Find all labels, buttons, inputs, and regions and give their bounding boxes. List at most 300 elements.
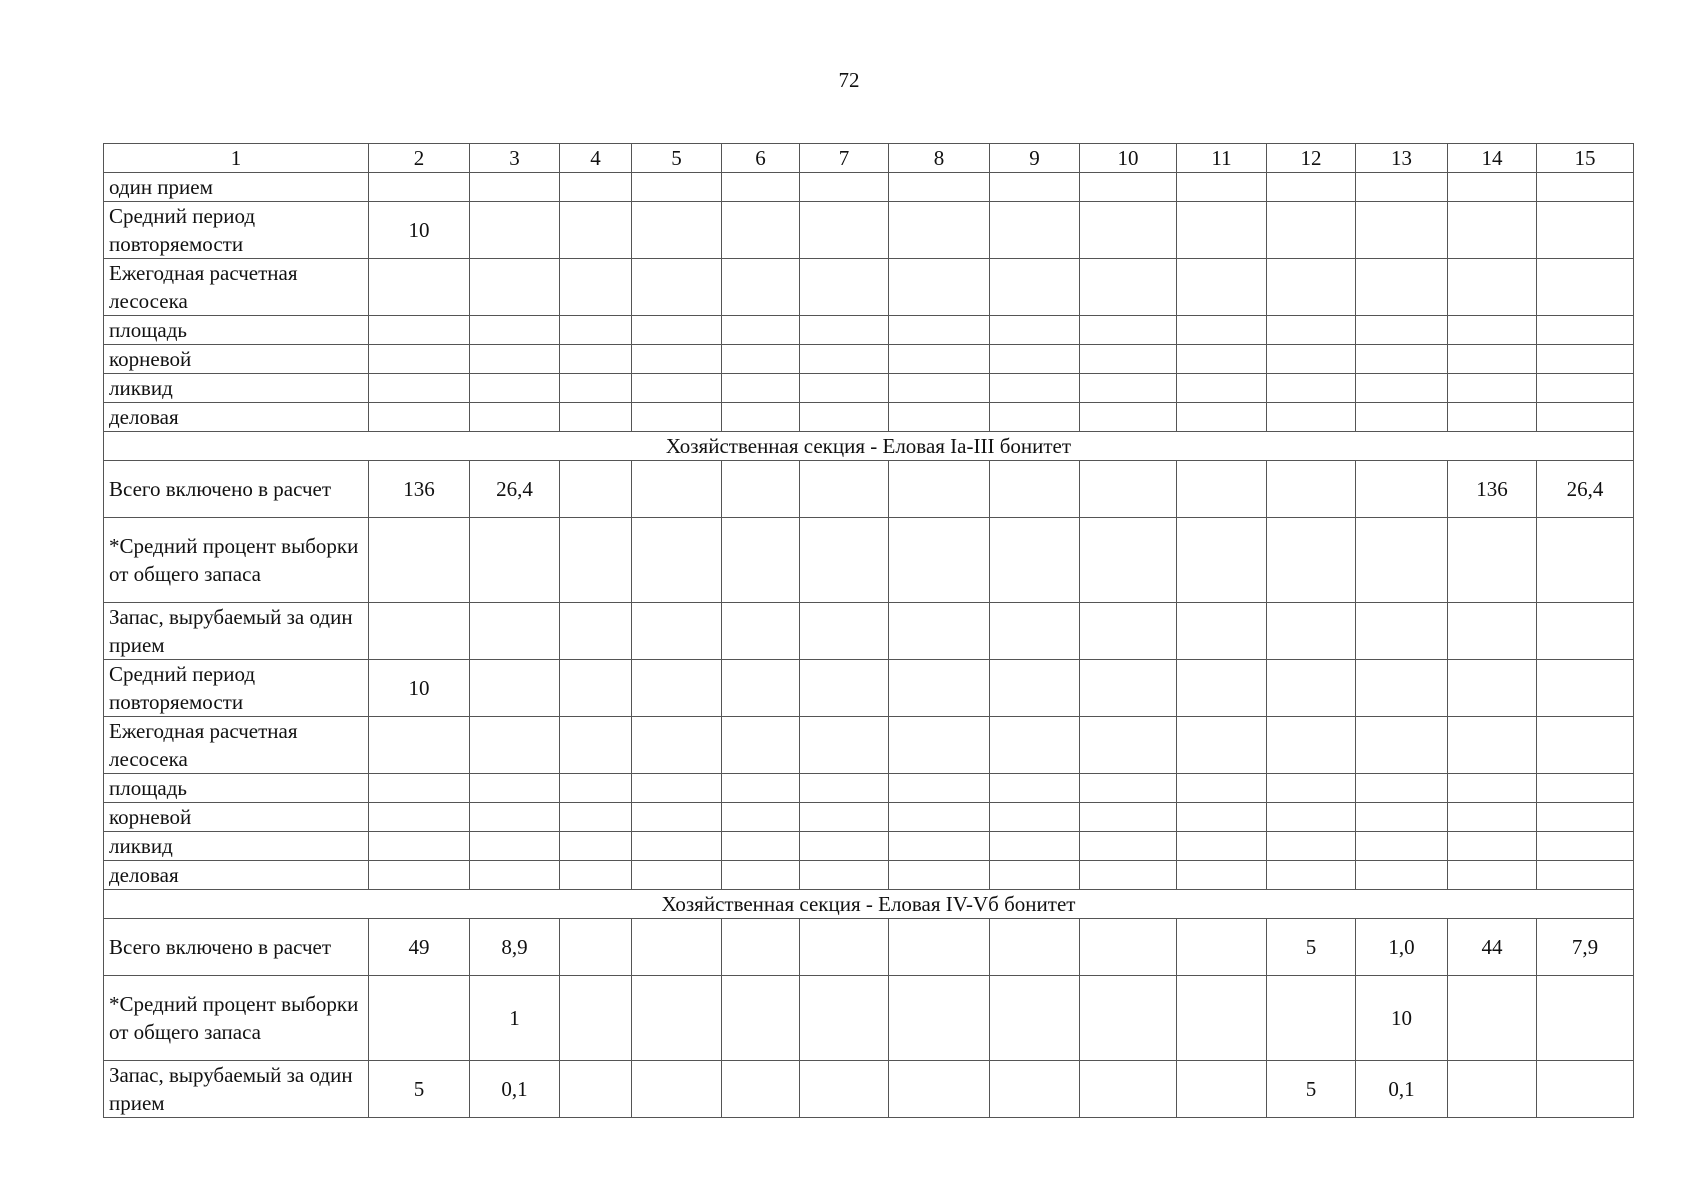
table-cell-col-5 [632, 518, 722, 603]
table-cell-col-4 [560, 518, 632, 603]
table-cell-col-13 [1356, 461, 1448, 518]
row-label: один прием [104, 173, 369, 202]
table-row [104, 518, 1634, 603]
table-cell-col-5 [632, 1061, 722, 1118]
table-cell-col-6 [722, 976, 800, 1061]
table-cell-col-6 [722, 173, 800, 202]
data-table [103, 143, 1634, 1118]
table-cell-col-7 [800, 919, 889, 976]
table-cell-col-5 [632, 976, 722, 1061]
table-cell-col-15 [1537, 316, 1634, 345]
table-cell-col-15 [1537, 660, 1634, 717]
table-cell-col-4 [560, 345, 632, 374]
table-cell-col-12 [1267, 518, 1356, 603]
table-row [104, 403, 1634, 432]
table-cell-col-8 [889, 403, 990, 432]
table-cell-col-11 [1177, 316, 1267, 345]
table-cell-col-9 [990, 774, 1080, 803]
table-cell-col-12 [1267, 660, 1356, 717]
table-cell-col-4 [560, 603, 632, 660]
table-cell-col-6 [722, 461, 800, 518]
table-cell-col-10 [1080, 202, 1177, 259]
table-cell-col-9 [990, 660, 1080, 717]
table-cell-col-4 [560, 374, 632, 403]
table-cell-col-10 [1080, 803, 1177, 832]
table-row [104, 976, 1634, 1061]
table-cell-col-15 [1537, 403, 1634, 432]
table-cell-col-9 [990, 861, 1080, 890]
column-header-2: 2 [369, 144, 470, 173]
table-cell-col-15 [1537, 717, 1634, 774]
table-cell-col-4 [560, 774, 632, 803]
table-cell-col-3 [470, 345, 560, 374]
table-cell-col-11 [1177, 717, 1267, 774]
table-cell-col-13 [1356, 374, 1448, 403]
table-cell-col-6 [722, 919, 800, 976]
table-cell-col-5 [632, 660, 722, 717]
table-cell-col-5 [632, 717, 722, 774]
table-cell-col-3 [470, 660, 560, 717]
table-cell-col-7 [800, 861, 889, 890]
column-header-11: 11 [1177, 144, 1267, 173]
table-cell-col-11 [1177, 345, 1267, 374]
table-cell-col-14 [1448, 717, 1537, 774]
table-cell-col-15: 7,9 [1537, 919, 1634, 976]
table-cell-col-12 [1267, 173, 1356, 202]
table-cell-col-11 [1177, 461, 1267, 518]
column-header-1: 1 [104, 144, 369, 173]
table-cell-col-3 [470, 202, 560, 259]
table-cell-col-10 [1080, 774, 1177, 803]
section-title: Хозяйственная секция - Еловая Ia-III бонитет [104, 432, 1634, 461]
table-cell-col-14 [1448, 518, 1537, 603]
table-cell-col-14 [1448, 774, 1537, 803]
section-title: Хозяйственная секция - Еловая IV-Vб бонитет [104, 890, 1634, 919]
row-label: площадь [104, 316, 369, 345]
table-cell-col-6 [722, 403, 800, 432]
table-cell-col-8 [889, 976, 990, 1061]
table-cell-col-10 [1080, 832, 1177, 861]
table-cell-col-13 [1356, 173, 1448, 202]
column-header-5: 5 [632, 144, 722, 173]
table-cell-col-11 [1177, 202, 1267, 259]
table-cell-col-14 [1448, 976, 1537, 1061]
table-cell-col-4 [560, 1061, 632, 1118]
table-cell-col-2 [369, 518, 470, 603]
table-cell-col-12 [1267, 717, 1356, 774]
table-cell-col-2 [369, 374, 470, 403]
table-cell-col-8 [889, 919, 990, 976]
table-cell-col-15 [1537, 861, 1634, 890]
table-cell-col-2 [369, 832, 470, 861]
table-cell-col-11 [1177, 603, 1267, 660]
table-cell-col-5 [632, 861, 722, 890]
table-cell-col-6 [722, 316, 800, 345]
table-cell-col-3 [470, 259, 560, 316]
table-cell-col-7 [800, 518, 889, 603]
table-cell-col-4 [560, 976, 632, 1061]
table-cell-col-9 [990, 803, 1080, 832]
row-label: корневой [104, 803, 369, 832]
table-cell-col-7 [800, 976, 889, 1061]
table-cell-col-9 [990, 173, 1080, 202]
table-cell-col-10 [1080, 1061, 1177, 1118]
table-cell-col-8 [889, 173, 990, 202]
table-cell-col-13 [1356, 774, 1448, 803]
table-cell-col-7 [800, 603, 889, 660]
table-cell-col-11 [1177, 259, 1267, 316]
table-cell-col-15 [1537, 259, 1634, 316]
column-header-10: 10 [1080, 144, 1177, 173]
table-cell-col-5 [632, 374, 722, 403]
table-cell-col-5 [632, 461, 722, 518]
table-cell-col-6 [722, 518, 800, 603]
column-header-9: 9 [990, 144, 1080, 173]
table-cell-col-2: 136 [369, 461, 470, 518]
table-cell-col-5 [632, 603, 722, 660]
row-label: Всего включено в расчет [104, 919, 369, 976]
table-cell-col-8 [889, 660, 990, 717]
table-cell-col-2 [369, 259, 470, 316]
column-header-3: 3 [470, 144, 560, 173]
table-cell-col-15 [1537, 518, 1634, 603]
table-cell-col-6 [722, 660, 800, 717]
table-cell-col-5 [632, 803, 722, 832]
table-cell-col-11 [1177, 803, 1267, 832]
table-cell-col-2: 5 [369, 1061, 470, 1118]
table-cell-col-8 [889, 803, 990, 832]
table-cell-col-13 [1356, 660, 1448, 717]
page-number: 72 [838, 68, 860, 92]
table-cell-col-13 [1356, 259, 1448, 316]
table-cell-col-15 [1537, 603, 1634, 660]
table-cell-col-6 [722, 861, 800, 890]
table-cell-col-13 [1356, 803, 1448, 832]
table-cell-col-14 [1448, 660, 1537, 717]
row-label: Средний период повторяемости [104, 660, 369, 717]
table-cell-col-14 [1448, 316, 1537, 345]
table-cell-col-8 [889, 345, 990, 374]
table-cell-col-13: 0,1 [1356, 1061, 1448, 1118]
table-row [104, 861, 1634, 890]
table-cell-col-10 [1080, 403, 1177, 432]
table-cell-col-8 [889, 1061, 990, 1118]
table-cell-col-6 [722, 345, 800, 374]
table-cell-col-9 [990, 717, 1080, 774]
table-cell-col-14 [1448, 374, 1537, 403]
table-cell-col-14 [1448, 1061, 1537, 1118]
table-cell-col-2 [369, 345, 470, 374]
table-cell-col-9 [990, 603, 1080, 660]
table-cell-col-4 [560, 660, 632, 717]
column-header-8: 8 [889, 144, 990, 173]
table-row [104, 660, 1634, 717]
table-cell-col-8 [889, 861, 990, 890]
table-cell-col-10 [1080, 603, 1177, 660]
table-cell-col-6 [722, 832, 800, 861]
table-cell-col-5 [632, 403, 722, 432]
table-cell-col-14: 136 [1448, 461, 1537, 518]
row-label: Средний период повторяемости [104, 202, 369, 259]
table-cell-col-3: 0,1 [470, 1061, 560, 1118]
table-cell-col-7 [800, 832, 889, 861]
table-cell-col-3 [470, 861, 560, 890]
table-cell-col-12 [1267, 832, 1356, 861]
table-cell-col-14 [1448, 861, 1537, 890]
table-cell-col-8 [889, 202, 990, 259]
row-label: ликвид [104, 832, 369, 861]
table-cell-col-3 [470, 717, 560, 774]
table-cell-col-15 [1537, 976, 1634, 1061]
row-label: корневой [104, 345, 369, 374]
table-cell-col-13 [1356, 316, 1448, 345]
table-row [104, 461, 1634, 518]
table-cell-col-9 [990, 1061, 1080, 1118]
table-cell-col-9 [990, 374, 1080, 403]
table-cell-col-3 [470, 832, 560, 861]
table-cell-col-11 [1177, 518, 1267, 603]
table-cell-col-15 [1537, 374, 1634, 403]
table-cell-col-3: 8,9 [470, 919, 560, 976]
table-cell-col-7 [800, 717, 889, 774]
table-cell-col-15 [1537, 202, 1634, 259]
table-row [104, 603, 1634, 660]
table-cell-col-8 [889, 316, 990, 345]
table-cell-col-14 [1448, 803, 1537, 832]
table-cell-col-9 [990, 919, 1080, 976]
table-cell-col-4 [560, 259, 632, 316]
table-cell-col-4 [560, 832, 632, 861]
table-cell-col-2 [369, 316, 470, 345]
table-cell-col-2 [369, 603, 470, 660]
table-cell-col-9 [990, 345, 1080, 374]
table-cell-col-9 [990, 832, 1080, 861]
table-cell-col-15: 26,4 [1537, 461, 1634, 518]
table-cell-col-8 [889, 259, 990, 316]
table-cell-col-11 [1177, 919, 1267, 976]
column-header-14: 14 [1448, 144, 1537, 173]
table-cell-col-9 [990, 316, 1080, 345]
table-cell-col-13 [1356, 717, 1448, 774]
table-row [104, 832, 1634, 861]
table-cell-col-4 [560, 461, 632, 518]
table-cell-col-13 [1356, 345, 1448, 374]
row-label: *Средний процент выборки от общего запаса [104, 518, 369, 603]
row-label: деловая [104, 403, 369, 432]
table-cell-col-3 [470, 173, 560, 202]
table-cell-col-14: 44 [1448, 919, 1537, 976]
table-cell-col-15 [1537, 173, 1634, 202]
table-cell-col-2 [369, 861, 470, 890]
table-cell-col-3 [470, 518, 560, 603]
table-cell-col-9 [990, 403, 1080, 432]
table-cell-col-15 [1537, 1061, 1634, 1118]
table-cell-col-15 [1537, 774, 1634, 803]
table-cell-col-11 [1177, 976, 1267, 1061]
table-cell-col-6 [722, 803, 800, 832]
table-cell-col-2 [369, 803, 470, 832]
table-cell-col-3 [470, 603, 560, 660]
table-cell-col-10 [1080, 861, 1177, 890]
table-cell-col-12 [1267, 774, 1356, 803]
table-cell-col-12 [1267, 259, 1356, 316]
table-cell-col-7 [800, 1061, 889, 1118]
table-cell-col-4 [560, 316, 632, 345]
row-label: *Средний процент выборки от общего запаса [104, 976, 369, 1061]
table-cell-col-12 [1267, 461, 1356, 518]
row-label: Ежегодная расчетная лесосека [104, 259, 369, 316]
table-cell-col-6 [722, 202, 800, 259]
table-row [104, 919, 1634, 976]
table-cell-col-5 [632, 919, 722, 976]
column-header-12: 12 [1267, 144, 1356, 173]
table-cell-col-4 [560, 919, 632, 976]
table-cell-col-7 [800, 259, 889, 316]
table-cell-col-2 [369, 774, 470, 803]
table-cell-col-13 [1356, 202, 1448, 259]
table-cell-col-5 [632, 345, 722, 374]
table-row [104, 1061, 1634, 1118]
table-cell-col-5 [632, 832, 722, 861]
table-row [104, 173, 1634, 202]
table-cell-col-13 [1356, 832, 1448, 861]
table-cell-col-12 [1267, 976, 1356, 1061]
table-cell-col-13 [1356, 603, 1448, 660]
table-row [104, 803, 1634, 832]
table-cell-col-8 [889, 603, 990, 660]
column-header-15: 15 [1537, 144, 1634, 173]
row-label: деловая [104, 861, 369, 890]
table-cell-col-10 [1080, 173, 1177, 202]
table-cell-col-13 [1356, 403, 1448, 432]
section-header-row [104, 432, 1634, 461]
table-cell-col-13 [1356, 518, 1448, 603]
table-cell-col-12 [1267, 202, 1356, 259]
row-label: Ежегодная расчетная лесосека [104, 717, 369, 774]
row-label: Запас, вырубаемый за один прием [104, 603, 369, 660]
table-row [104, 374, 1634, 403]
table-cell-col-7 [800, 403, 889, 432]
table-cell-col-11 [1177, 1061, 1267, 1118]
table-cell-col-8 [889, 374, 990, 403]
table-cell-col-2: 49 [369, 919, 470, 976]
table-cell-col-14 [1448, 259, 1537, 316]
table-cell-col-7 [800, 202, 889, 259]
table-cell-col-12: 5 [1267, 919, 1356, 976]
table-cell-col-7 [800, 173, 889, 202]
table-row [104, 202, 1634, 259]
table-cell-col-11 [1177, 403, 1267, 432]
table-cell-col-13: 10 [1356, 976, 1448, 1061]
table-cell-col-7 [800, 660, 889, 717]
row-label: площадь [104, 774, 369, 803]
table-cell-col-10 [1080, 919, 1177, 976]
table-cell-col-4 [560, 173, 632, 202]
table-cell-col-5 [632, 202, 722, 259]
table-cell-col-3: 1 [470, 976, 560, 1061]
table-cell-col-8 [889, 518, 990, 603]
table-cell-col-3: 26,4 [470, 461, 560, 518]
table-cell-col-10 [1080, 259, 1177, 316]
table-cell-col-6 [722, 1061, 800, 1118]
table-cell-col-10 [1080, 374, 1177, 403]
table-cell-col-2: 10 [369, 660, 470, 717]
table-cell-col-7 [800, 374, 889, 403]
table-cell-col-8 [889, 832, 990, 861]
table-cell-col-6 [722, 374, 800, 403]
table-cell-col-11 [1177, 173, 1267, 202]
table-cell-col-9 [990, 976, 1080, 1061]
table-cell-col-12 [1267, 803, 1356, 832]
table-cell-col-9 [990, 461, 1080, 518]
table-cell-col-14 [1448, 403, 1537, 432]
table-cell-col-8 [889, 717, 990, 774]
table-cell-col-10 [1080, 518, 1177, 603]
table-cell-col-14 [1448, 202, 1537, 259]
table-cell-col-11 [1177, 832, 1267, 861]
table-cell-col-10 [1080, 717, 1177, 774]
table-cell-col-15 [1537, 832, 1634, 861]
table-cell-col-12 [1267, 861, 1356, 890]
table-cell-col-3 [470, 803, 560, 832]
table-cell-col-5 [632, 316, 722, 345]
table-cell-col-14 [1448, 173, 1537, 202]
table-cell-col-10 [1080, 461, 1177, 518]
table-cell-col-12 [1267, 374, 1356, 403]
table-cell-col-10 [1080, 976, 1177, 1061]
table-cell-col-14 [1448, 603, 1537, 660]
table-cell-col-15 [1537, 803, 1634, 832]
table-cell-col-12 [1267, 603, 1356, 660]
column-header-7: 7 [800, 144, 889, 173]
table-cell-col-11 [1177, 374, 1267, 403]
table-body [104, 173, 1634, 1118]
table-cell-col-13 [1356, 861, 1448, 890]
table-cell-col-4 [560, 202, 632, 259]
section-header-row [104, 890, 1634, 919]
table-cell-col-2 [369, 976, 470, 1061]
row-label: Всего включено в расчет [104, 461, 369, 518]
table-cell-col-7 [800, 345, 889, 374]
table-cell-col-11 [1177, 774, 1267, 803]
table-cell-col-9 [990, 518, 1080, 603]
table-cell-col-11 [1177, 660, 1267, 717]
table-cell-col-2 [369, 403, 470, 432]
table-cell-col-6 [722, 259, 800, 316]
table-cell-col-8 [889, 774, 990, 803]
table-cell-col-15 [1537, 345, 1634, 374]
table-cell-col-13: 1,0 [1356, 919, 1448, 976]
table-cell-col-4 [560, 717, 632, 774]
row-label: ликвид [104, 374, 369, 403]
table-row [104, 345, 1634, 374]
table-cell-col-6 [722, 603, 800, 660]
table-cell-col-9 [990, 202, 1080, 259]
table-cell-col-10 [1080, 316, 1177, 345]
table-cell-col-7 [800, 316, 889, 345]
table-cell-col-14 [1448, 345, 1537, 374]
table-cell-col-10 [1080, 345, 1177, 374]
table-cell-col-14 [1448, 832, 1537, 861]
row-label: Запас, вырубаемый за один прием [104, 1061, 369, 1118]
table-cell-col-2: 10 [369, 202, 470, 259]
table-cell-col-5 [632, 173, 722, 202]
table-cell-col-4 [560, 803, 632, 832]
column-header-4: 4 [560, 144, 632, 173]
table-cell-col-6 [722, 774, 800, 803]
table-cell-col-12 [1267, 403, 1356, 432]
table-cell-col-2 [369, 717, 470, 774]
